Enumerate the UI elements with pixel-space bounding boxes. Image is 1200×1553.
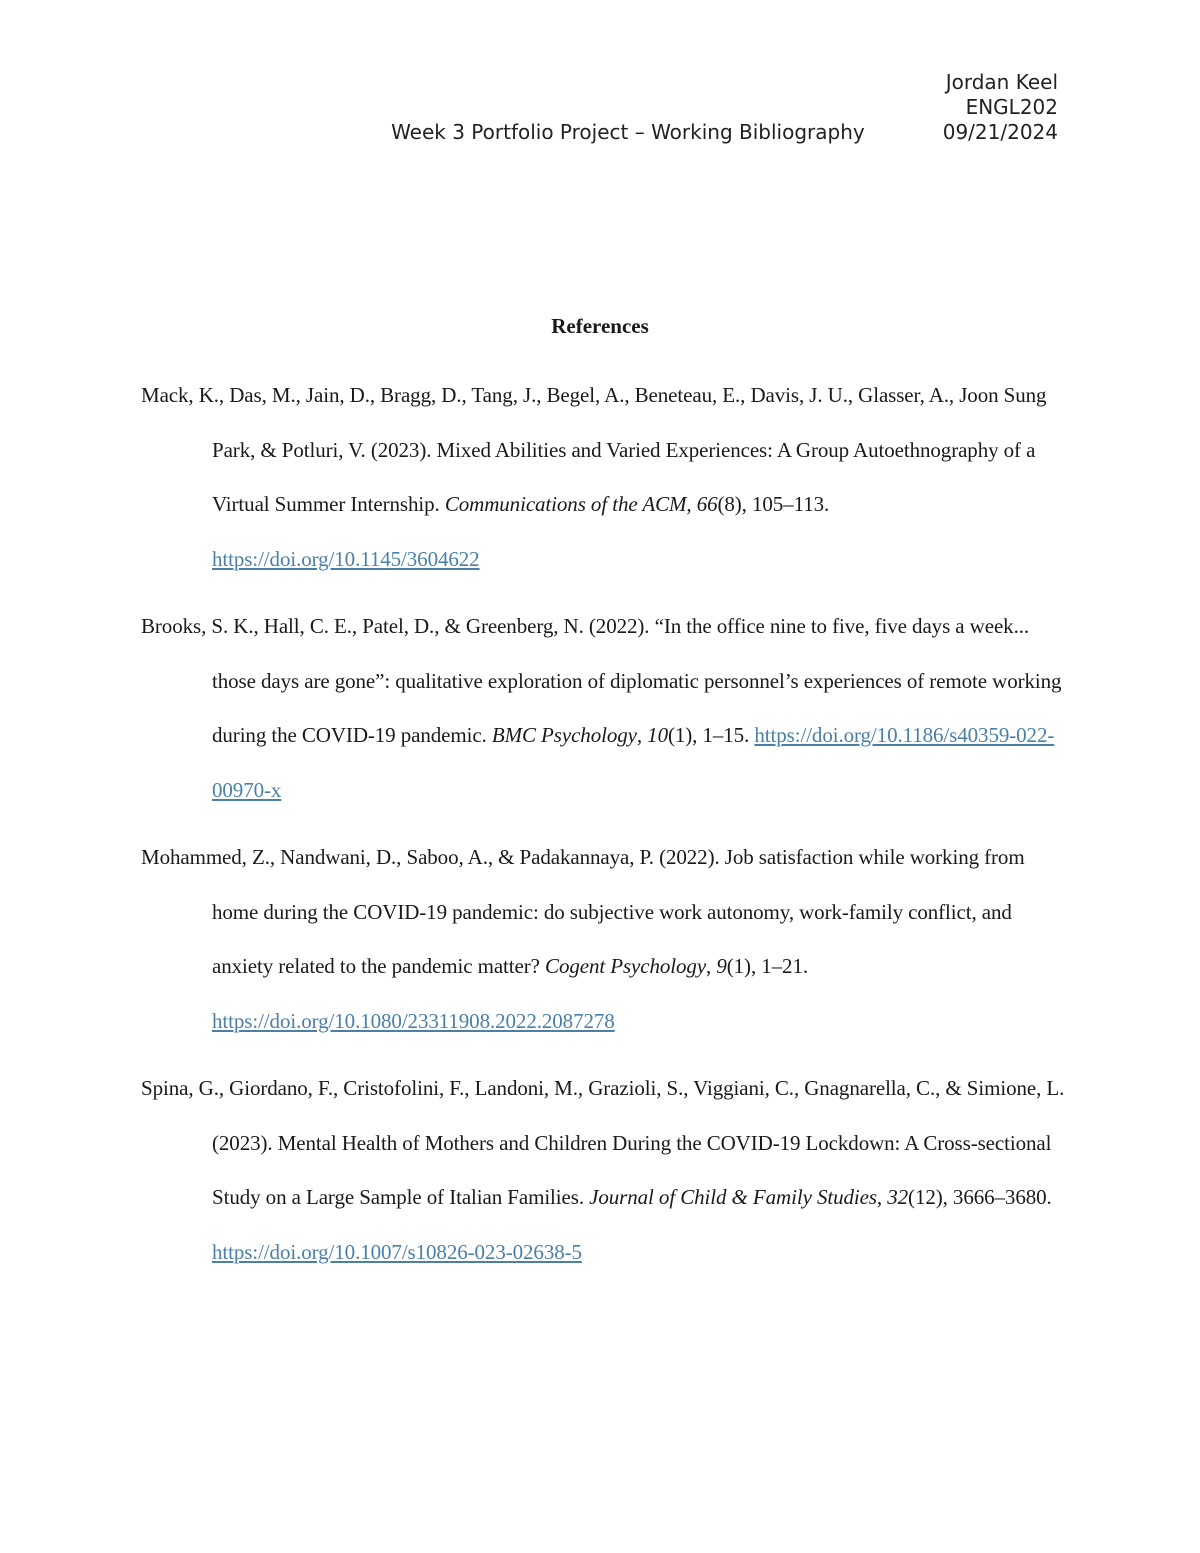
reference-journal: BMC Psychology (491, 723, 637, 747)
reference-title: “In the office nine to five, five days a week... those days are gone”: qualitative exploration of diplomatic personnel’s experiences of remote working during the COVID-19 pandemic. (212, 614, 1062, 747)
reference-volume: 10 (647, 723, 668, 747)
reference-entry-2: Brooks, S. K., Hall, C. E., Patel, D., & Greenberg, N. (2022). “In the office nine to five, five days a week... those days are gone”: qualitative exploration of diplomatic personnel’s experiences of remote working during the COVID-19 pandemic. BMC Psychology, 10(1), 1–15. https://doi.org/10.1186/s40359-022-00970-x (141, 614, 1062, 802)
reference-authors: Mohammed, Z., Nandwani, D., Saboo, A., & Padakannaya, P. (141, 845, 654, 869)
reference-title: Job satisfaction while working from home during the COVID-19 pandemic: do subjective work autonomy, work-family conflict, and anxiety related to the pandemic matter? (212, 845, 1025, 978)
reference-title: Mental Health of Mothers and Children During the COVID-19 Lockdown: A Cross-sectional Study on a Large Sample of Italian Families. (212, 1130, 1052, 1209)
reference-doi-link[interactable]: https://doi.org/10.1145/3604622 (212, 546, 480, 571)
reference-authors: Mack, K., Das, M., Jain, D., Bragg, D., Tang, J., Begel, A., Beneteau, E., Davis, J. U., Glasser, A., Joon Sung Park, & Potluri, V. (141, 383, 1047, 462)
reference-journal: Cogent Psychology (545, 954, 707, 978)
reference-authors: Brooks, S. K., Hall, C. E., Patel, D., & Greenberg, N. (141, 614, 584, 638)
reference-journal: Journal of Child & Family Studies (589, 1185, 877, 1209)
reference-doi-link[interactable]: https://doi.org/10.1080/23311908.2022.2087278 (212, 1008, 615, 1033)
header-title: Week 3 Portfolio Project – Working Bibliography (391, 120, 865, 144)
reference-volume: 32 (887, 1185, 909, 1209)
reference-entry-1: Mack, K., Das, M., Jain, D., Bragg, D., Tang, J., Begel, A., Beneteau, E., Davis, J. U., Glasser, A., Joon Sung Park, & Potluri, V. (2023). Mixed Abilities and Varied Experiences: A Group Autoethnography of a Virtual Summer Internship. Communications of the ACM, 66(8), 105–113. https://doi.org/10.1145/3604622 (141, 383, 1047, 571)
header-course-line (298, 95, 1058, 120)
reference-entry-4: Spina, G., Giordano, F., Cristofolini, F., Landoni, M., Grazioli, S., Viggiani, C., Gnagnarella, C., & Simione, L. (2023). Mental Health of Mothers and Children During the COVID-19 Lockdown: A Cross-sectional Study on a Large Sample of Italian Families. Journal of Child & Family Studies, 32(12), 3666–3680. https://doi.org/10.1007/s10826-023-02638-5 (141, 1076, 1065, 1264)
reference-issue-pages: (8), 105–113. (717, 492, 830, 516)
header-date: 09/21/2024 (942, 120, 1058, 144)
header-course: ENGL202 (965, 95, 1058, 119)
header-author-line (298, 70, 1058, 95)
reference-year: (2023). (212, 1130, 273, 1155)
reference-issue-pages: (12), 3666–3680. (908, 1185, 1052, 1209)
references-heading: References (551, 314, 649, 338)
reference-year: (2022). (588, 614, 650, 638)
reference-year: (2023). (370, 437, 432, 462)
reference-list (141, 368, 1071, 1292)
reference-issue-pages: (1), 1–21. (726, 954, 809, 978)
reference-doi-link[interactable]: https://doi.org/10.1007/s10826-023-02638-5 (212, 1239, 582, 1264)
reference-title: Mixed Abilities and Varied Experiences: A Group Autoethnography of a Virtual Summer Internship. (212, 437, 1036, 516)
reference-authors: Spina, G., Giordano, F., Cristofolini, F., Landoni, M., Grazioli, S., Viggiani, C., Gnagnarella, C., & Simione, L. (141, 1076, 1065, 1100)
reference-journal: Communications of the ACM (444, 492, 687, 516)
header-title-line (298, 120, 1058, 145)
reference-volume: 9 (716, 954, 727, 978)
reference-entry-3: Mohammed, Z., Nandwani, D., Saboo, A., & Padakannaya, P. (2022). Job satisfaction while working from home during the COVID-19 pandemic: do subjective work autonomy, work-family conflict, and anxiety related to the pandemic matter? Cogent Psychology, 9(1), 1–21. https://doi.org/10.1080/23311908.2022.2087278 (141, 845, 1025, 1033)
reference-volume: 66 (696, 492, 718, 516)
page-header (298, 70, 1058, 145)
header-author: Jordan Keel (945, 70, 1058, 94)
reference-doi-link[interactable]: https://doi.org/10.1186/s40359-022-00970-x (212, 723, 1055, 802)
reference-issue-pages: (1), 1–15. (667, 723, 750, 747)
reference-year: (2022). (659, 845, 720, 869)
